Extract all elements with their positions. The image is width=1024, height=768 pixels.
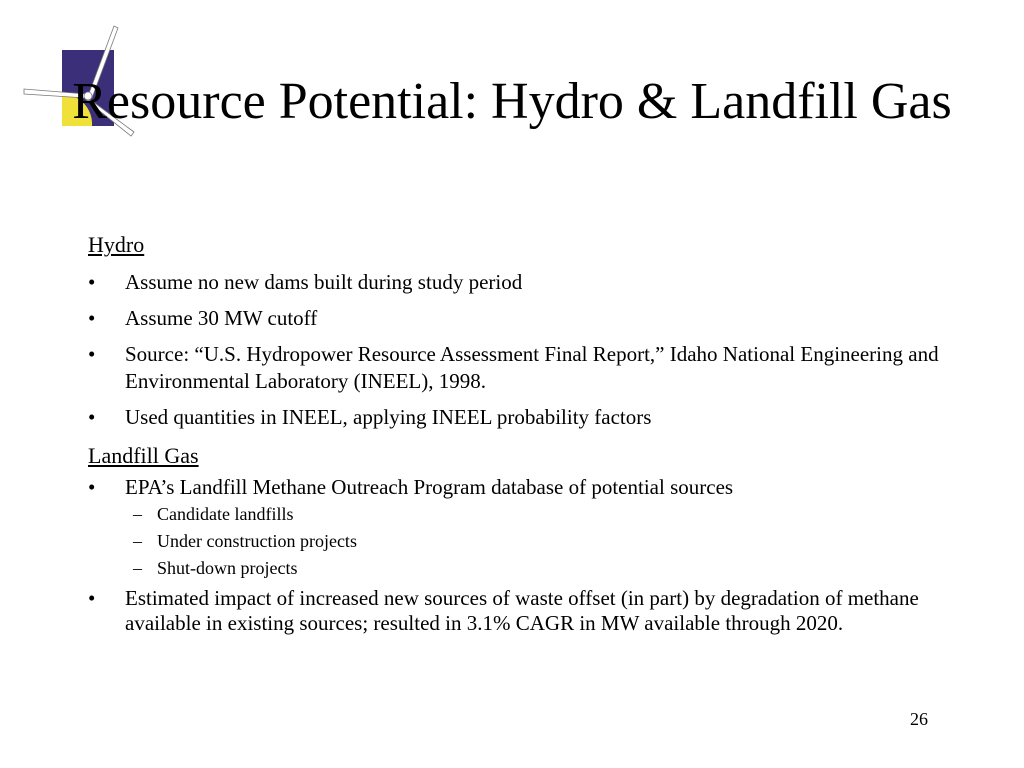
page-number: 26: [910, 709, 928, 729]
landfill-bullet-list: [88, 474, 948, 501]
landfill-bullet: • EPA’s Landfill Methane Outreach Program database of potential sources: [88, 474, 948, 501]
hydro-bullet: • Used quantities in INEEL, applying INEEL probability factors: [88, 404, 948, 431]
hydro-bullet: • Source: “U.S. Hydropower Resource Assessment Final Report,” Idaho National Engineering and Environmental Laboratory (INEEL), 1998.: [88, 341, 948, 395]
hydro-heading: Hydro: [88, 232, 145, 257]
landfill-sub-bullet: – Under construction projects: [133, 528, 948, 555]
hydro-bullet-list: [88, 269, 948, 431]
slide-content: [88, 230, 948, 636]
landfill-gas-heading: Landfill Gas: [88, 443, 199, 468]
landfill-sub-bullet: – Candidate landfills: [133, 501, 948, 528]
landfill-bullet-list-2: [88, 586, 948, 636]
landfill-sub-bullet: – Shut-down projects: [133, 555, 948, 582]
hydro-bullet: • Assume no new dams built during study period: [88, 269, 948, 296]
page-title: Resource Potential: Hydro & Landfill Gas: [72, 73, 952, 130]
hydro-bullet: • Assume 30 MW cutoff: [88, 305, 948, 332]
landfill-sub-list: [88, 501, 948, 582]
landfill-bullet: • Estimated impact of increased new sources of waste offset (in part) by degradation of methane available in existing sources; resulted in 3.1% CAGR in MW available through 2020.: [88, 586, 948, 636]
